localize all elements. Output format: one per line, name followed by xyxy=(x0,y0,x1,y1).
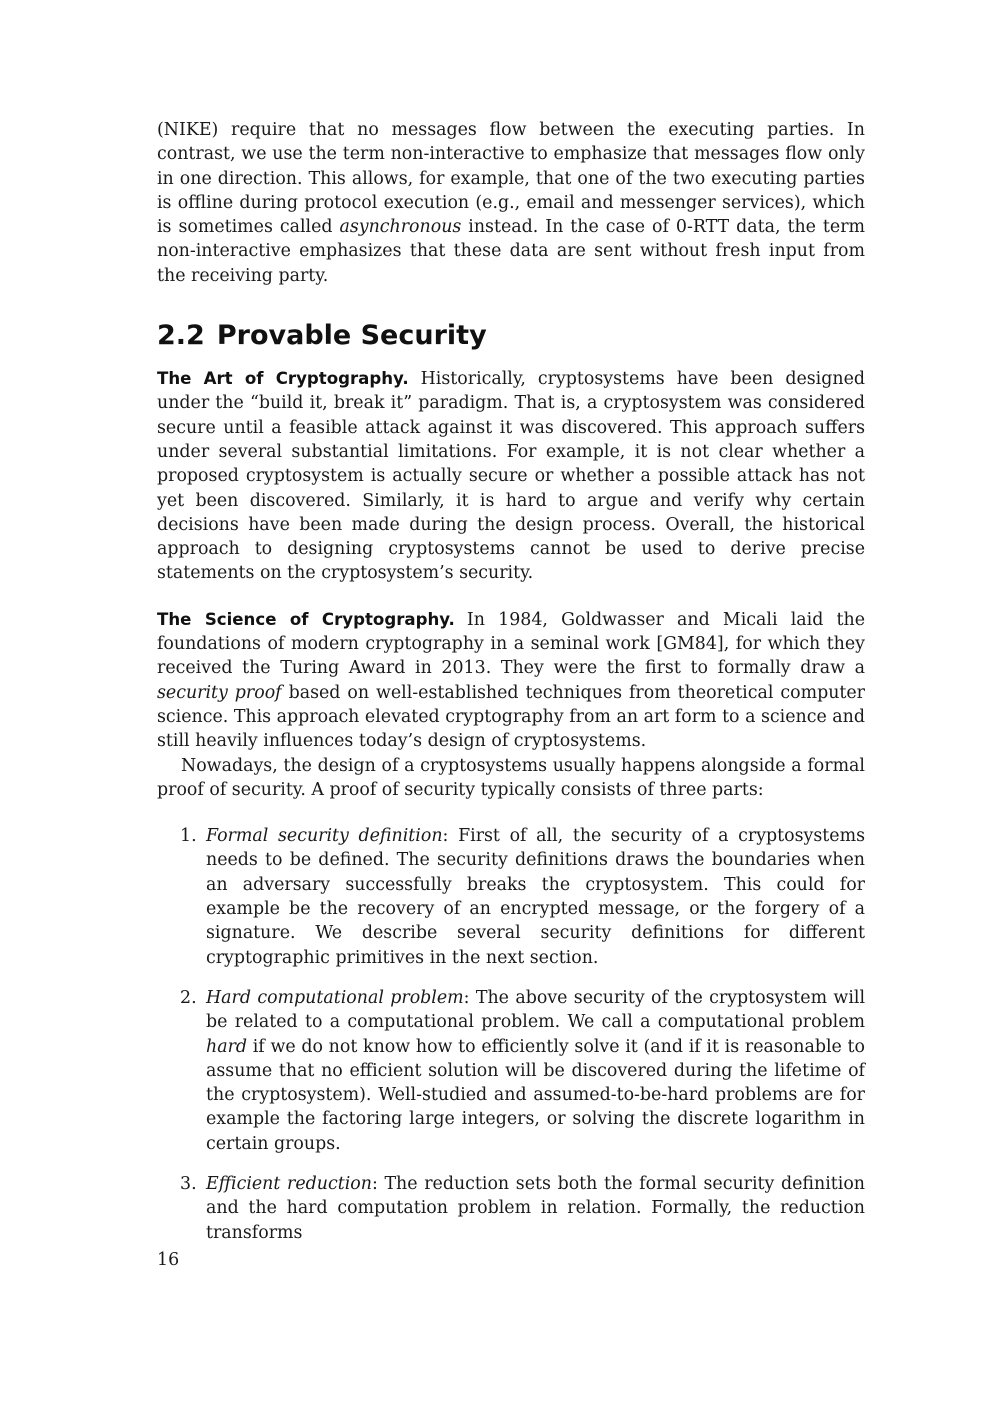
list-term: Efficient reduction xyxy=(206,1173,372,1194)
art-of-cryptography-heading: The Art of Cryptography. xyxy=(157,369,409,389)
science-of-cryptography-paragraph: The Science of Cryptography. In 1984, Goldwasser and Micali laid the foundations of modern cryptography in a seminal work [GM84], for which they received the Turing Award in 2013. They were the first to formally draw a security proof based on well-established techniques from theoretical computer science. This approach elevated cryptography from an art form to a science and still heavily influences today’s design of cryptosystems. xyxy=(157,609,865,752)
page-number: 16 xyxy=(157,1250,180,1270)
intro-paragraph: (NIKE) require that no messages flow between the executing parties. In contrast, we use the term non-interactive to emphasize that messages flow only in one direction. This allows, for example, that one of the two executing parties is offline during protocol execution (e.g., email and messenger services), which is sometimes called asynchronous instead. In the case of 0-RTT data, the term non-interactive emphasizes that these data are sent without fresh input from the receiving party. xyxy=(157,120,865,286)
list-marker: 2. xyxy=(180,987,197,1008)
proof-parts-list xyxy=(157,824,865,1245)
science-of-cryptography-heading: The Science of Cryptography. xyxy=(157,609,455,629)
emphasis-asynchronous: asynchronous xyxy=(339,217,462,238)
nowadays-paragraph: Nowadays, the design of a cryptosystems usually happens alongside a formal proof of security. A proof of security typically consists of three parts: xyxy=(157,755,865,800)
list-term: Hard computational problem xyxy=(206,987,464,1008)
art-of-cryptography-paragraph: The Art of Cryptography. Historically, cryptosystems have been designed under the “build it, break it” paradigm. That is, a cryptosystem was considered secure until a feasible attack against it was discovered. This approach suffers under several substantial limitations. For example, it is not clear whether a proposed cryptosystem is actually secure or whether a possible attack has not yet been discovered. Similarly, it is hard to argue and verify why certain decisions have been made during the design process. Overall, the historical approach to designing cryptosystems cannot be used to derive precise statements on the cryptosystem’s security. xyxy=(157,369,865,584)
list-item: 2. Hard computational problem: The above security of the cryptosystem will be related to a computational problem. We call a computational problem hard if we do not know how to efficiently solve it (and if it is reasonable to assume that no efficient solution will be discovered during the lifetime of the cryptosystem). Well-studied and assumed-to-be-hard problems are for example the factoring large integers, or solving the discrete logarithm in certain groups. xyxy=(180,987,866,1154)
list-term: Formal security definition xyxy=(206,826,443,847)
section-title: Provable Security xyxy=(216,320,487,352)
list-item: 1. Formal security definition: First of all, the security of a cryptosystems needs to be defined. The security definitions draws the boundaries when an adversary successfully breaks the cryptosystem. This could for example be the recovery of an encrypted message, or the forgery of a signature. We describe several security definitions for different cryptographic primitives in the next section. xyxy=(180,826,865,968)
emphasis-security-proof: security proof xyxy=(157,682,282,703)
list-marker: 1. xyxy=(180,826,197,847)
emphasis-hard: hard xyxy=(206,1036,248,1057)
section-number: 2.2 xyxy=(157,320,205,352)
section-heading xyxy=(157,319,865,353)
list-marker: 3. xyxy=(180,1173,197,1194)
list-item: 3. Efficient reduction: The reduction sets both the formal security definition and the hard computation problem in relation. Formally, the reduction transforms xyxy=(180,1173,866,1243)
page-body xyxy=(157,118,865,1261)
